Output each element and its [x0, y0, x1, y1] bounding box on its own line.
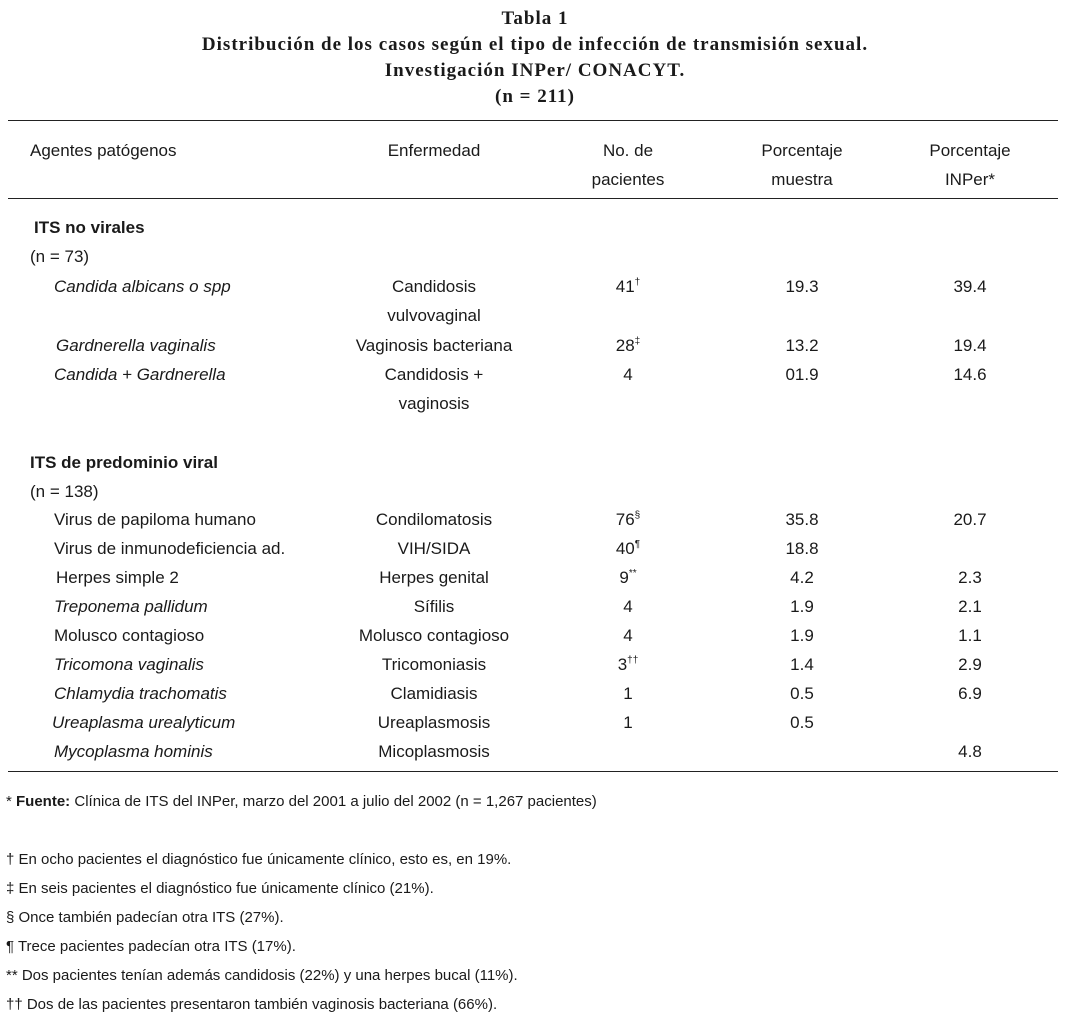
- pct-inper-cell: 14.6: [953, 365, 987, 384]
- pct-inper-cell: 6.9: [958, 684, 982, 703]
- patients-cell: 41†: [615, 277, 641, 296]
- agent-cell: Ureaplasma urealyticum: [52, 713, 236, 732]
- footnote-double-star: ** Dos pacientes tenían además candidosis (22%) y una herpes bucal (11%).: [6, 967, 518, 984]
- pct-inper-cell: 20.7: [953, 510, 987, 529]
- table-caption: Distribución de los casos según el tipo de infección de transmisión sexual.: [201, 34, 869, 55]
- pct-sample-cell: 4.2: [790, 568, 814, 587]
- patients-cell: 1: [623, 684, 633, 703]
- group-title-nonviral: ITS no virales: [34, 218, 145, 237]
- disease-cell: Sífilis: [413, 597, 455, 616]
- pct-inper-cell: 2.1: [958, 597, 982, 616]
- pct-sample-cell: 13.2: [785, 336, 819, 355]
- table-sample-size: (n = 211): [495, 86, 575, 107]
- header-patients: No. de pacientes: [591, 141, 665, 189]
- patients-cell: 4: [623, 365, 633, 384]
- agent-cell: Virus de inmunodeficiencia ad.: [54, 539, 286, 558]
- disease-cell: Clamidiasis: [390, 684, 478, 703]
- disease-cell: Vaginosis bacteriana: [355, 336, 513, 355]
- header-pct-sample: Porcentaje muestra: [761, 141, 843, 189]
- pct-sample-cell: 0.5: [790, 684, 814, 703]
- disease-cell: Micoplasmosis: [378, 742, 490, 761]
- footnote-dagger: † En ocho pacientes el diagnóstico fue únicamente clínico, esto es, en 19%.: [6, 851, 512, 868]
- pct-sample-cell: 35.8: [785, 510, 819, 529]
- agent-cell: Virus de papiloma humano: [54, 510, 256, 529]
- footnote-section: § Once también padecían otra ITS (27%).: [6, 909, 284, 926]
- pct-sample-cell: 01.9: [785, 365, 819, 384]
- agent-cell: Mycoplasma hominis: [54, 742, 213, 761]
- agent-cell: Tricomona vaginalis: [54, 655, 204, 674]
- table-title-block: [0, 6, 1070, 110]
- header-pct-inper: Porcentaje INPer*: [929, 141, 1011, 189]
- patients-cell: 9**: [619, 568, 637, 587]
- pct-inper-cell: 4.8: [958, 742, 982, 761]
- agent-cell: Candida + Gardnerella: [54, 365, 226, 384]
- agent-cell: Gardnerella vaginalis: [56, 336, 216, 355]
- pct-sample-cell: 1.4: [790, 655, 814, 674]
- bottom-rule: [8, 771, 1058, 772]
- pct-inper-cell: 1.1: [958, 626, 982, 645]
- header-agents: Agentes patógenos: [30, 141, 177, 160]
- pct-sample-cell: 18.8: [785, 539, 819, 558]
- disease-cell: Condilomatosis: [375, 510, 493, 529]
- patients-cell: 28‡: [615, 336, 641, 355]
- table-number: Tabla 1: [501, 8, 569, 29]
- disease-cell: Herpes genital: [379, 568, 489, 587]
- agent-cell: Treponema pallidum: [54, 597, 208, 616]
- disease-cell: Candidosis + vaginosis: [384, 365, 484, 413]
- disease-cell: Candidosis vulvovaginal: [387, 277, 481, 325]
- header-rule: [8, 198, 1058, 199]
- agent-cell: Chlamydia trachomatis: [54, 684, 227, 703]
- group-title-viral: ITS de predominio viral: [30, 453, 218, 472]
- header-disease: Enfermedad: [387, 141, 481, 160]
- agent-cell: Herpes simple 2: [56, 568, 179, 587]
- pct-inper-cell: 39.4: [953, 277, 987, 296]
- footnote-ddagger: ‡ En seis pacientes el diagnóstico fue únicamente clínico (21%).: [6, 880, 434, 897]
- pct-inper-cell: 2.9: [958, 655, 982, 674]
- patients-cell: 4: [623, 597, 633, 616]
- patients-cell: 76§: [615, 510, 641, 529]
- footnote-source: * Fuente: Clínica de ITS del INPer, marzo del 2001 a julio del 2002 (n = 1,267 pacientes): [6, 793, 597, 810]
- pct-sample-cell: 1.9: [790, 626, 814, 645]
- table-subcaption: Investigación INPer/ CONACYT.: [384, 60, 686, 81]
- patients-cell: 40¶: [615, 539, 641, 558]
- disease-cell: VIH/SIDA: [397, 539, 471, 558]
- agent-cell: Molusco contagioso: [54, 626, 205, 645]
- pct-inper-cell: 2.3: [958, 568, 982, 587]
- top-rule: [8, 120, 1058, 121]
- pct-sample-cell: 19.3: [785, 277, 819, 296]
- patients-cell: 3††: [617, 655, 639, 674]
- footnote-double-dagger: †† Dos de las pacientes presentaron también vaginosis bacteriana (66%).: [6, 996, 498, 1013]
- agent-cell: Candida albicans o spp: [54, 277, 231, 296]
- group-n-nonviral: (n = 73): [30, 247, 90, 266]
- footnote-pilcrow: ¶ Trece pacientes padecían otra ITS (17%).: [6, 938, 296, 955]
- disease-cell: Tricomoniasis: [381, 655, 487, 674]
- pct-sample-cell: 1.9: [790, 597, 814, 616]
- disease-cell: Molusco contagioso: [358, 626, 510, 645]
- group-n-viral: (n = 138): [30, 482, 99, 501]
- disease-cell: Ureaplasmosis: [377, 713, 491, 732]
- pct-inper-cell: 19.4: [953, 336, 987, 355]
- pct-sample-cell: 0.5: [790, 713, 814, 732]
- patients-cell: 1: [623, 713, 633, 732]
- patients-cell: 4: [623, 626, 633, 645]
